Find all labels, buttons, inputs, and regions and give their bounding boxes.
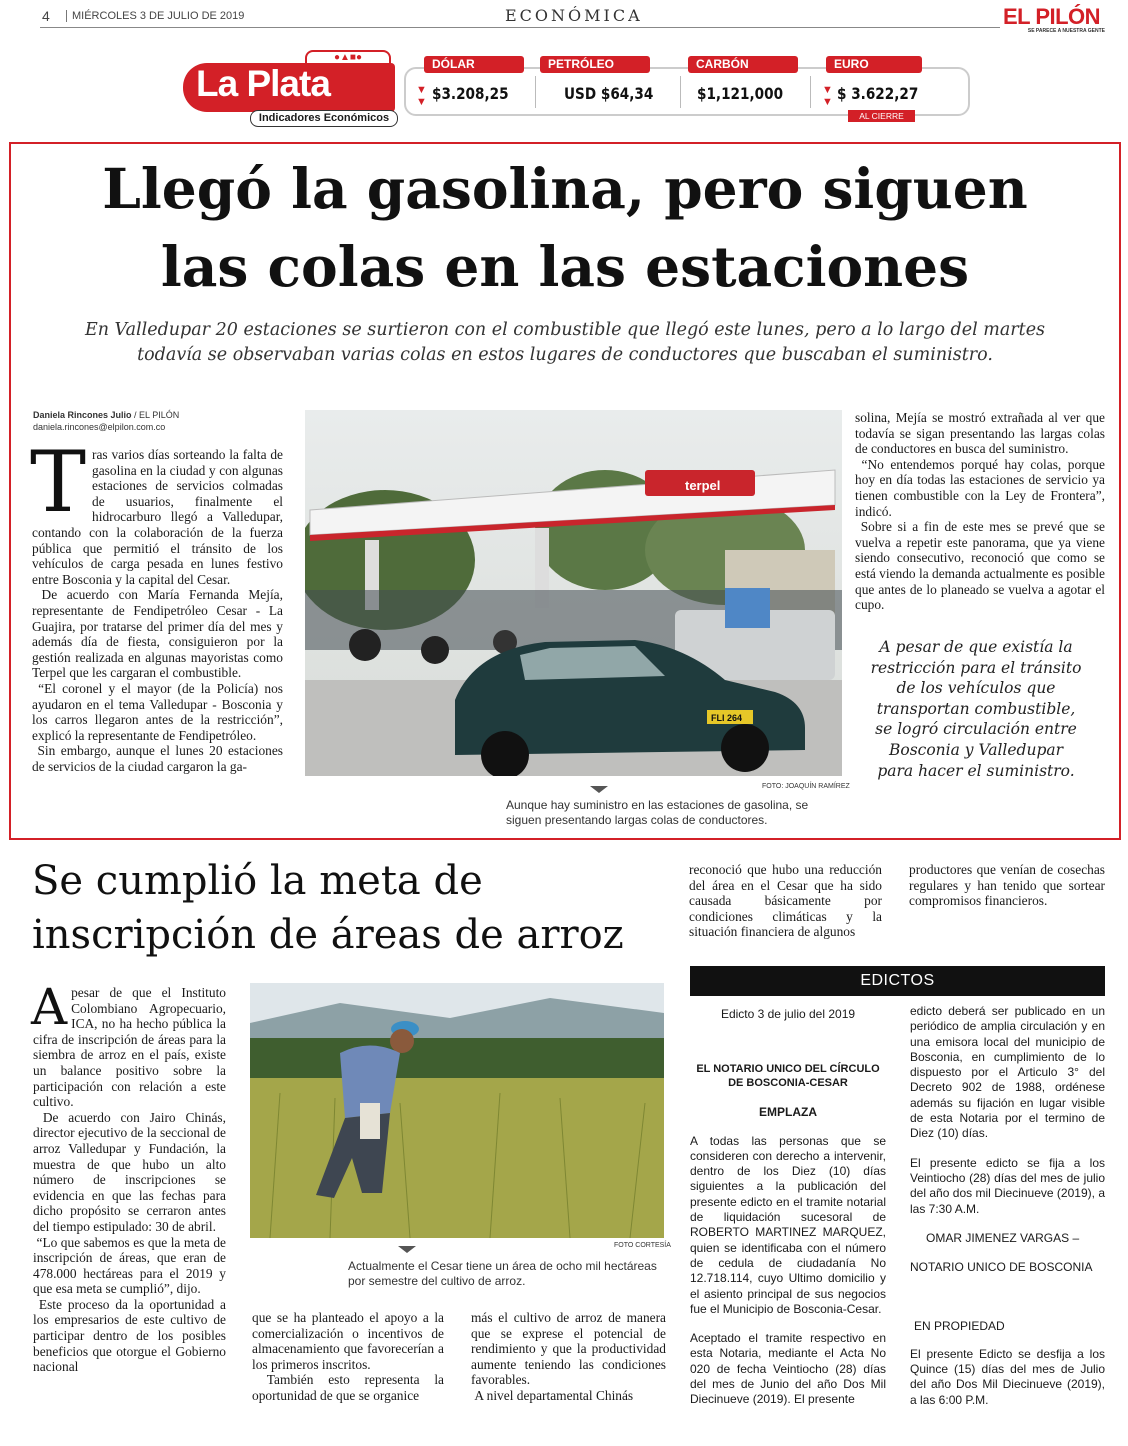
indicator-value-euro: $ 3.622,27 xyxy=(837,84,919,103)
edict-notary-heading: EL NOTARIO UNICO DEL CÍRCULO DE BOSCONIA-CESAR xyxy=(696,1063,880,1090)
indicator-label-euro: EURO xyxy=(826,56,922,73)
newspaper-logo[interactable] xyxy=(1003,6,1105,34)
headline-line-1: Llegó la gasolina, pero siguen xyxy=(102,156,1028,221)
paragraph: “No entendemos porqué hay colas, porque hoy en día todas las estaciones de servicio ya tienen combustible con la Ley de Frontera”, indicó. xyxy=(855,456,1105,519)
gas-station-photo xyxy=(305,410,842,776)
edict-emplaza: EMPLAZA xyxy=(759,1105,817,1120)
paragraph: pesar de que el Instituto Colombiano Agropecuario, ICA, no ha hecho pública la cifra de inscripción de áreas para la siembra de arroz en el país, existe un balance positivo sobre la participación con relación a este cultivo. xyxy=(33,985,226,1110)
edict-en-propiedad: EN PROPIEDAD xyxy=(914,1319,1005,1334)
headline-line-2: las colas en las estaciones xyxy=(160,234,970,299)
indicator-label-dolar: DÓLAR xyxy=(424,56,524,73)
edict-column-1 xyxy=(690,1007,886,1408)
indicator-value-dolar: $3.208,25 xyxy=(432,84,509,103)
story-deck: En Valledupar 20 estaciones se surtieron con el combustible que llegó este lunes, pero a lo largo del martes todavía se observaban varias colas en estos lugares de conductores que buscaban el suministro. xyxy=(84,320,1046,365)
page-number: 4 xyxy=(42,8,50,24)
byline-outlet: / EL PILÓN xyxy=(131,410,180,420)
paragraph: De acuerdo con María Fernanda Mejía, representante de Fendipetróleo Cesar - La Guajira, por tratarse del primer día del mes y además día de fiesta, consiguieron por la gestión realizada en algunas mayoristas como Terpel que les cargaran el combustible. xyxy=(32,587,283,681)
indicator-divider xyxy=(810,76,811,108)
rice-field-photo xyxy=(250,983,664,1238)
logo-wordmark: EL PILÓN xyxy=(1003,4,1101,29)
paragraph: Este proceso da la oportunidad a los empresarios de este cultivo de participar dentro de los posibles beneficios que otorgue el Gobierno nacional xyxy=(33,1296,226,1375)
paragraph: Sobre si a fin de este mes se prevé que se vuelva a repetir este panorama, que ya viene siendo consecutivo, reconoció que como se está viendo la demanda actualmente es posible que antes de lo planeado se vuelva a agotar el cupo. xyxy=(855,519,1105,613)
paragraph: más el cultivo de arroz de manera que se exprese el potencial de rendimiento y que la productividad aumente teniendo las condiciones favorables. xyxy=(471,1310,666,1388)
la-plata-subtitle: Indicadores Económicos xyxy=(250,110,398,127)
second-headline[interactable] xyxy=(32,854,672,962)
paragraph: que se ha planteado el apoyo a la comercialización o incentivos de almacenamiento que favorecerían a los primeros inscritos. xyxy=(252,1310,444,1372)
header-rule xyxy=(40,27,1000,28)
paragraph: “Lo que sabemos es que la meta de inscripción de áreas, que eran de 478.000 hectáreas para el 2019 y que esa meta se cumplió”, dijo. xyxy=(33,1234,226,1297)
byline xyxy=(33,409,179,433)
edict-paragraph: edicto deberá ser publicado en un periódico de amplia circulación y en una emisora local del municipio de Bosconia, en cumplimiento de lo dispuesto por el Articulo 3° del Decreto 902 de 1988, ordénese además su fijación en lugar visible de esta Notaria por el termino de Diez (10) días. xyxy=(910,1004,1105,1141)
paragraph: solina, Mejía se mostró extrañada al ver que todavía se sigan presentando las largas colas de conductores en busca del suministro. xyxy=(855,410,1105,457)
dropcap: A xyxy=(31,978,68,1036)
edict-signer: OMAR JIMENEZ VARGAS – xyxy=(926,1230,1080,1245)
issue-date: MIÉRCOLES 3 DE JULIO DE 2019 xyxy=(66,10,244,22)
paragraph: ras varios días sorteando la falta de gasolina en la ciudad y con algunas estaciones de servicios colmadas de usuarios, finalmente el hidrocarburo llegó a Valledupar, contando con la colaboración de la fuerza pública que permitió el tránsito de los vehículos de carga pesada en lunes festivo entre Bosconia y la capital del Cesar. xyxy=(32,447,283,587)
byline-author: Daniela Rincones Julio xyxy=(33,410,132,420)
photo-credit: FOTO CORTESÍA xyxy=(614,1242,671,1249)
story2-top-column-1: reconoció que hubo una reducción del área en el Cesar que ha sido causada básicamente por condiciones climáticas y la situación financiera de algunos xyxy=(689,862,882,940)
pull-quote: A pesar de que existía la restricción para el tránsito de los vehículos que transportan combustible, se logró circulación entre Bosconia y Valledupar para hacer el suministro. xyxy=(870,638,1082,780)
story2-column-2 xyxy=(252,1310,444,1404)
edict-signer-title: NOTARIO UNICO DE BOSCONIA xyxy=(910,1260,1093,1275)
photo-caption: Actualmente el Cesar tiene un área de ocho mil hectáreas por semestre del cultivo de arroz. xyxy=(348,1259,657,1288)
headline-line-2: inscripción de áreas de arroz xyxy=(32,912,624,958)
story2-top-column-2: productores que venían de cosechas regulares y han tenido que sortear compromisos financieros. xyxy=(909,862,1105,909)
indicator-value-carbon: $1,121,000 xyxy=(697,84,784,103)
indicator-divider xyxy=(535,76,536,108)
story2-column-1 xyxy=(31,978,226,1375)
edict-column-2 xyxy=(910,1004,1105,1408)
gas-station-image xyxy=(305,410,842,776)
rice-field-image xyxy=(250,983,664,1238)
terpel-sign: terpel xyxy=(685,478,721,493)
la-plata-title: La Plata xyxy=(196,63,330,104)
arrow-down-icon: ▼ ▼ xyxy=(822,84,833,108)
paragraph: De acuerdo con Jairo Chinás, director ejecutivo de la seccional de arroz Valledupar y Fundación, la muestra de que hubo un alto número de inscripciones se evidencia en que las fechas para dicho propósito se cerraron antes del tiempo estipulado: 30 de abril. xyxy=(33,1109,226,1234)
dropcap: T xyxy=(30,433,87,531)
arrow-down-icon: ▼ ▼ xyxy=(416,84,427,108)
edict-date: Edicto 3 de julio del 2019 xyxy=(720,1007,856,1021)
edict-paragraph: A todas las personas que se consideren con derecho a intervenir, dentro de los Diez (10) días siguientes a la publicación del presente edicto en el tramite notarial de liquidación sucesoral de ROBERTO MARTINEZ MARQUEZ, quien se identificaba con el número de cedula de ciudadanía No 12.718.114, cuyo Ultimo domicilio y el asiento principal de sus negocios fue el Municipio de Bosconia-Cesar. xyxy=(690,1133,886,1316)
edict-paragraph: Aceptado el tramite respectivo en esta Notaria, mediante el Acta No 020 de fecha Veintiocho (28) días del mes de Junio del año Dos Mil Diecinueve (2019). El presente xyxy=(690,1331,886,1407)
caption-pointer-icon xyxy=(590,786,608,793)
story1-column-1 xyxy=(30,433,284,774)
indicator-label-carbon: CARBÓN xyxy=(688,56,798,73)
indicator-label-petroleo: PETRÓLEO xyxy=(540,56,650,73)
indicator-divider xyxy=(680,76,681,108)
story2-column-3 xyxy=(471,1310,666,1404)
coins-icon: ●▲■● xyxy=(305,50,391,66)
al-cierre-note: AL CIERRE xyxy=(848,110,915,122)
photo-caption: Aunque hay suministro en las estaciones de gasolina, se siguen presentando largas colas de conductores. xyxy=(506,798,809,827)
paragraph: “El coronel y el mayor (de la Policía) nos ayudaron en el tema Valledupar - Bosconia y los carros llegaron antes de la restricción”, explicó la representante de Fendipetróleo. xyxy=(32,680,284,743)
headline-line-1: Se cumplió la meta de xyxy=(32,858,483,904)
photo-credit: FOTO: JOAQUÍN RAMÍREZ xyxy=(762,783,850,790)
edict-paragraph: El presente Edicto se desfija a los Quince (15) días del mes de Julio del año Dos Mil Diecinueve (2019), a las 6:00 P.M. xyxy=(910,1346,1105,1407)
paragraph: A nivel departamental Chinás xyxy=(474,1387,634,1403)
indicator-value-petroleo: USD $64,34 xyxy=(564,84,654,103)
caption-pointer-icon xyxy=(398,1246,416,1253)
license-plate: FLI 264 xyxy=(711,713,743,723)
paragraph: También esto representa la oportunidad de que se organice xyxy=(252,1372,444,1403)
section-name: ECONÓMICA xyxy=(505,6,643,25)
main-headline[interactable] xyxy=(30,150,1100,306)
logo-tagline: SE PARECE A NUESTRA GENTE xyxy=(1027,28,1105,34)
edicts-header: EDICTOS xyxy=(690,966,1105,996)
byline-email[interactable]: daniela.rincones@elpilon.com.co xyxy=(33,422,166,432)
story1-column-3 xyxy=(855,410,1105,613)
paragraph: Sin embargo, aunque el lunes 20 estaciones de servicios de la ciudad cargaron la ga- xyxy=(32,743,283,774)
edict-paragraph: El presente edicto se fija a los Veintiocho (28) días del mes de julio del año dos mil Diecinueve (2019), a las 7:30 A.M. xyxy=(910,1155,1105,1216)
